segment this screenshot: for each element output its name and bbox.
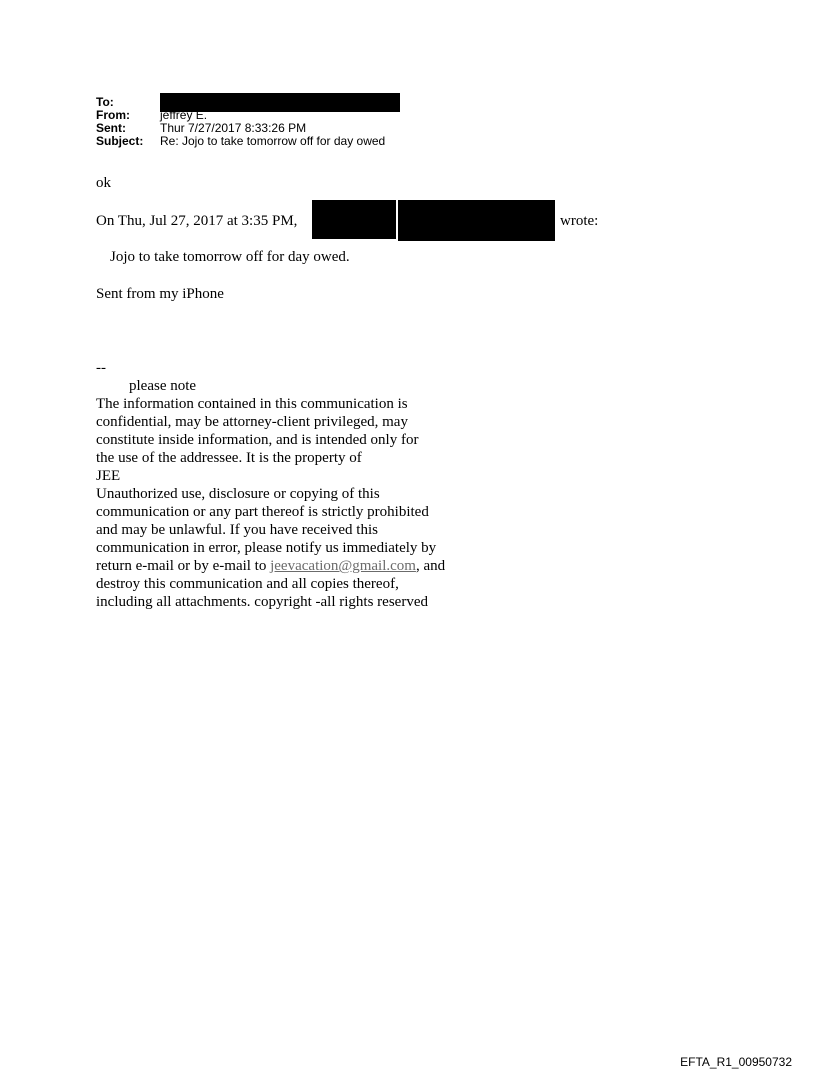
subject-label: Subject: (96, 134, 144, 148)
quote-wrote: wrote: (560, 213, 599, 229)
quote-intro (96, 212, 297, 230)
disclaimer-line: communication or any part thereof is strictly prohibited (96, 504, 429, 520)
disclaimer (96, 395, 445, 611)
disclaimer-line: the use of the addressee. It is the property of (96, 450, 362, 466)
quoted-text: Jojo to take tomorrow off for day owed. (110, 249, 350, 265)
return-line-post: , and (415, 558, 446, 574)
disclaimer-line: and may be unlawful. If you have received this (96, 522, 378, 538)
sender-email-redaction (398, 200, 555, 241)
reply-text: ok (96, 175, 111, 191)
please-note: please note (129, 378, 197, 394)
disclaimer-line: communication in error, please notify us immediately by (96, 540, 437, 556)
sender-name-redaction (312, 200, 396, 239)
disclaimer-line: JEE (96, 468, 121, 484)
quote-intro-text: On Thu, Jul 27, 2017 at 3:35 PM, (96, 213, 298, 229)
disclaimer-line: constitute inside information, and is intended only for (96, 432, 419, 448)
disclaimer-line: Unauthorized use, disclosure or copying of this (96, 486, 380, 502)
sig-separator: -- (96, 360, 106, 376)
closing-line: including all attachments. copyright -all rights reserved (96, 594, 428, 610)
subject-row (96, 135, 400, 148)
return-line-pre: return e-mail or by e-mail to (96, 558, 271, 574)
signature: Sent from my iPhone (96, 286, 224, 302)
document-id: EFTA_R1_00950732 (680, 1055, 792, 1069)
return-line (96, 557, 445, 575)
disclaimer-line: confidential, may be attorney-client privileged, may (96, 414, 408, 430)
sent-label: Sent: (96, 121, 126, 135)
sent-value: Thur 7/27/2017 8:33:26 PM (160, 121, 307, 135)
from-label: From: (96, 108, 130, 122)
disclaimer-line: The information contained in this communication is (96, 396, 408, 412)
to-row (96, 96, 400, 109)
email-header (96, 96, 400, 148)
email-link[interactable]: jeevacation@gmail.com (270, 558, 416, 574)
from-value: jeffrey E. (160, 108, 208, 122)
to-label: To: (96, 95, 114, 109)
subject-value: Re: Jojo to take tomorrow off for day owed (160, 134, 386, 148)
closing-line: destroy this communication and all copies thereof, (96, 576, 399, 592)
